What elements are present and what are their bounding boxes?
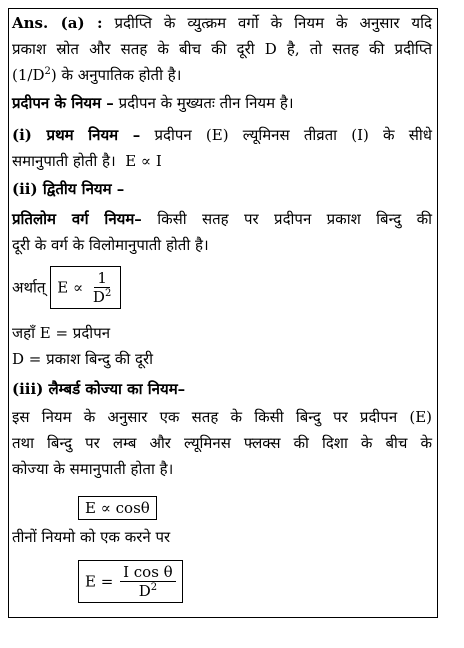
law3-formula-box: E ∝ cosθ (78, 496, 157, 520)
combine-line (12, 524, 432, 550)
laws-heading-text: प्रदीपन के मुख्यतः तीन नियम है। (118, 94, 294, 112)
law2-fraction: $\frac{1}{D^2}$ (92, 269, 112, 306)
final-formula-box: E = $\frac{\text{I cos θ}}{D^2}$ (78, 560, 183, 603)
law2-formula-box: E ∝ $\frac{1}{D^2}$ (50, 266, 121, 309)
law3-formula-row (78, 494, 157, 520)
law2-subtitle: प्रतिलोम वर्ग नियम– (12, 210, 142, 228)
law2-title: (ii) द्वितीय नियम – (12, 180, 125, 198)
final-fraction: $\frac{\text{I cos θ}}{D^2}$ (120, 563, 176, 600)
law-1 (12, 122, 432, 174)
laws-heading (12, 90, 432, 116)
law2-definitions (12, 320, 432, 372)
final-formula-row (78, 560, 183, 603)
intro-line-3: $(1/D^2)$ के अनुपातिक होती है। (12, 66, 182, 84)
arthat-label: अर्थात् (12, 278, 46, 297)
answer-label: Ans. (a) : (12, 14, 103, 32)
laws-heading-title: प्रदीपन के नियम – (12, 94, 114, 112)
law1-formula: E ∝ I (125, 152, 162, 170)
law3-body (12, 404, 432, 482)
where-e: जहाँ E = प्रदीपन (12, 324, 111, 342)
law2-body (12, 206, 432, 258)
combine-text: तीनों नियमो को एक करने पर (12, 528, 171, 546)
law-2 (12, 176, 432, 202)
intro-line-1: Ans. (a) : प्रदीप्ति के व्युत्क्रम वर्गो के नियम के अनुसार यदि (12, 14, 432, 32)
law3-line-3: कोज्या के समानुपाती होता है। (12, 460, 174, 478)
law1-line-1: (i) प्रथम नियम – प्रदीपन (E) ल्यूमिनस तीव्रता (I) के सीधे (12, 126, 432, 144)
law1-line-2: समानुपाती होती है। E ∝ I (12, 152, 162, 170)
where-d: D = प्रकाश बिन्दु की दूरी (12, 350, 154, 368)
law2-formula-row (12, 266, 432, 309)
law2-line-2: दूरी के वर्ग के विलोमानुपाती होती है। (12, 236, 209, 254)
law1-title: (i) प्रथम नियम – (12, 126, 141, 144)
law3-title: (iii) लैम्बर्ड कोज्या का नियम– (12, 380, 186, 398)
law3-line-2: तथा बिन्दु पर लम्ब और ल्यूमिनस फ्लक्स की दिशा के बीच के (12, 434, 432, 452)
law2-line-1: प्रतिलोम वर्ग नियम– किसी सतह पर प्रदीपन प्रकाश बिन्दु की (12, 210, 432, 228)
intro-line-2: प्रकाश स्रोत और सतह के बीच की दूरी D है, तो सतह की प्रदीप्ति (12, 40, 432, 58)
law3-line-1: इस नियम के अनुसार एक सतह के किसी बिन्दु पर प्रदीपन (E) (12, 408, 432, 426)
answer-intro (12, 10, 432, 88)
law-3 (12, 376, 432, 402)
